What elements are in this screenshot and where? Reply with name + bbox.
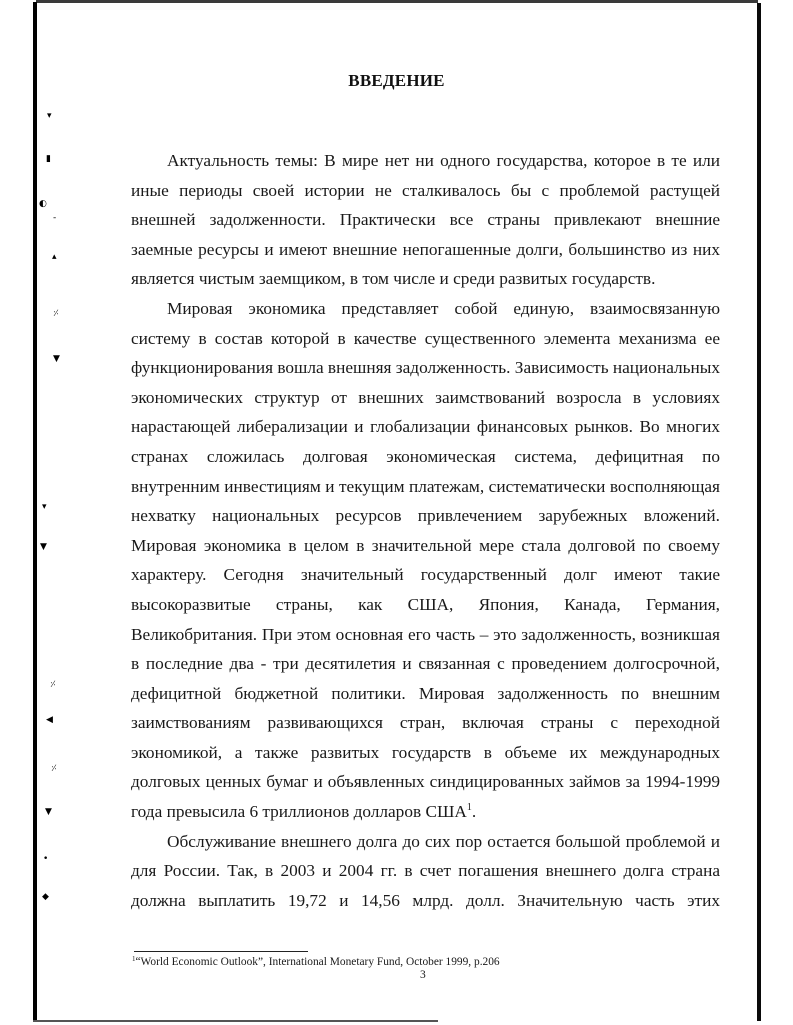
text-line <box>131 738 720 768</box>
scan-speck: ◀ <box>46 715 53 725</box>
body-text <box>131 146 720 915</box>
scan-border-right <box>757 3 761 1021</box>
text-line <box>131 442 720 472</box>
text-line <box>131 827 720 857</box>
text-line <box>131 324 720 354</box>
scan-speck: • <box>43 854 49 864</box>
text-line <box>131 590 720 620</box>
text-line-content: экономикой, а также развитых государств в объеме их международных <box>131 742 720 762</box>
scan-speck: ⸓ <box>53 309 59 319</box>
text-line <box>131 679 720 709</box>
text-line <box>131 501 720 531</box>
footnote-text: “World Economic Outlook”, International Monetary Fund, October 1999, p.206 <box>135 956 500 968</box>
text-line-content: Мировая экономика в целом в значительной мере стала долговой по своему <box>131 535 720 555</box>
text-line-content: Обслуживание внешнего долга до сих пор остается большой проблемой и <box>167 831 720 851</box>
text-line-content: Великобритания. При этом основная его часть – это задолженность, возникшая <box>131 624 720 644</box>
text-line-content: нарастающей либерализации и глобализации финансовых рынков. Во многих <box>131 417 720 437</box>
page-title: ВВЕДЕНИЕ <box>348 71 445 90</box>
text-line-content: для России. Так, в 2003 и 2004 гг. в счет погашения внешнего долга страна <box>131 861 720 881</box>
text-line-content: Мировая экономика представляет собой единую, взаимосвязанную <box>167 298 720 318</box>
text-line-content: странах сложилась долговая экономическая система, дефицитная по <box>131 446 720 466</box>
scan-border-bottom <box>33 1020 438 1022</box>
scan-speck: ▾ <box>42 502 47 512</box>
text-line-content: внутренним инвестициям и текущим платежам, систематически восполняющая <box>131 476 720 496</box>
scan-speck: ◐ <box>39 199 47 209</box>
text-line-content: внешней задолженности. Практически все страны привлекают внешние <box>131 210 720 230</box>
scan-speck: ▼ <box>45 807 52 817</box>
text-line-content: нехватку национальных ресурсов привлечением зарубежных вложений. <box>131 506 720 526</box>
text-line <box>131 767 720 797</box>
text-line-content: иные периоды своей истории не сталкивалось бы с проблемой растущей <box>131 180 720 200</box>
text-line <box>131 264 720 294</box>
scan-speck: ▾ <box>47 111 52 121</box>
text-line <box>131 886 720 916</box>
scan-speck: ◆ <box>42 892 49 902</box>
scan-speck: - <box>53 213 57 223</box>
text-line <box>131 472 720 502</box>
scan-speck: ▴ <box>52 252 57 262</box>
text-line <box>131 412 720 442</box>
text-line-content: года превысила 6 триллионов долларов США <box>131 802 467 822</box>
text-line-content: заимствованиям развивающихся стран, включая страны с переходной <box>131 713 720 733</box>
text-line <box>131 708 720 738</box>
text-line <box>131 205 720 235</box>
scan-border-left <box>33 2 37 1022</box>
text-line <box>131 620 720 650</box>
scan-speck: ▼ <box>53 354 60 364</box>
text-line-content: заемные ресурсы и имеют внешние непогашенные долги, большинство из них <box>131 239 720 259</box>
scan-speck: ⸓ <box>50 680 56 690</box>
text-line-suffix: . <box>471 802 477 822</box>
text-line <box>131 797 720 827</box>
text-line-content: долговых ценных бумаг и объявленных синдицированных займов за 1994-1999 <box>131 772 720 792</box>
text-line <box>131 294 720 324</box>
text-line <box>131 353 720 383</box>
scan-border-top <box>36 0 758 3</box>
text-line-content: дефицитной бюджетной политики. Мировая задолженность по внешним <box>131 683 720 703</box>
text-line <box>131 146 720 176</box>
text-line-content: в последние два - три десятилетия и связанная с проведением долгосрочной, <box>131 654 720 674</box>
text-line-content: экономических структур от внешних заимствований возросла в условиях <box>131 387 720 407</box>
scan-speck: ▮ <box>46 154 51 164</box>
text-line <box>131 383 720 413</box>
text-line-content: Актуальность темы: В мире нет ни одного государства, которое в те или <box>167 151 720 170</box>
text-line <box>131 176 720 206</box>
text-line-content: характеру. Сегодня значительный государственный долг имеют такие <box>131 565 720 585</box>
text-line <box>131 649 720 679</box>
text-line <box>131 531 720 561</box>
scan-speck: ▼ <box>40 542 47 552</box>
text-line <box>131 560 720 590</box>
text-line-content: высокоразвитые страны, как США, Япония, Канада, Германия, <box>131 594 720 614</box>
footnote <box>132 955 500 968</box>
footnote-marker: 1 <box>132 955 136 963</box>
text-line <box>131 235 720 265</box>
text-line-content: должна выплатить 19,72 и 14,56 млрд. долл. Значительную часть этих <box>131 890 720 910</box>
text-line <box>131 856 720 886</box>
text-line-content: систему в состав которой в качестве существенного элемента механизма ее <box>131 328 720 348</box>
scan-speck: ⸓ <box>51 764 57 774</box>
text-line-content: функционирования вошла внешняя задолженность. Зависимость национальных <box>131 358 721 378</box>
footnote-separator <box>134 951 308 952</box>
text-line-content: является чистым заемщиком, в том числе и среди развитых государств. <box>131 269 656 289</box>
footnote-reference[interactable]: 1 <box>466 802 472 814</box>
page-number: 3 <box>420 969 426 981</box>
